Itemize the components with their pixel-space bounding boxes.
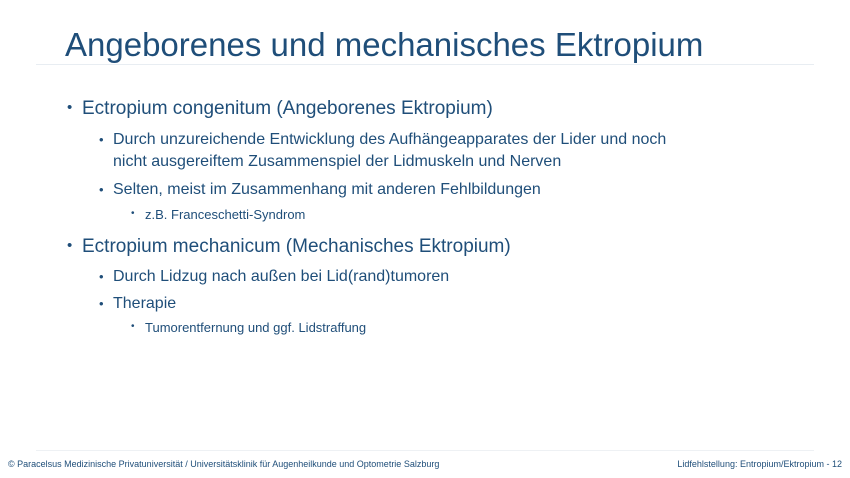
- bullet-tumorentfernung: • Tumorentfernung und ggf. Lidstraffung: [145, 320, 366, 335]
- bullet-ectropium-mechanicum: • Ectropium mechanicum (Mechanisches Ektropium): [82, 236, 511, 258]
- bullet-franceschetti: • z.B. Franceschetti-Syndrom: [145, 207, 305, 222]
- title-divider: [36, 64, 814, 65]
- footer-divider: [36, 450, 814, 451]
- bullet-entwicklung-line1: Durch unzureichende Entwicklung des Aufhängeapparates der Lider und noch: [113, 131, 667, 148]
- footer-slide-info: Lidfehlstellung: Entropium/Ektropium - 12: [677, 459, 842, 469]
- bullet-lidzug: • Durch Lidzug nach außen bei Lid(rand)tumoren: [113, 266, 449, 288]
- bullet-entwicklung: [113, 129, 666, 173]
- slide-title: Angeborenes und mechanisches Ektropium: [65, 26, 704, 63]
- bullet-selten: • Selten, meist im Zusammenhang mit anderen Fehlbildungen: [113, 179, 541, 201]
- bullet-therapie: • Therapie: [113, 293, 176, 315]
- footer-copyright: © Paracelsus Medizinische Privatuniversität / Universitätsklinik für Augenheilkunde und Optometrie Salzburg: [8, 459, 440, 469]
- bullet-ectropium-congenitum: • Ectropium congenitum (Angeborenes Ektropium): [82, 98, 493, 120]
- bullet-entwicklung-line2: nicht ausgereiftem Zusammenspiel der Lidmuskeln und Nerven: [113, 153, 562, 170]
